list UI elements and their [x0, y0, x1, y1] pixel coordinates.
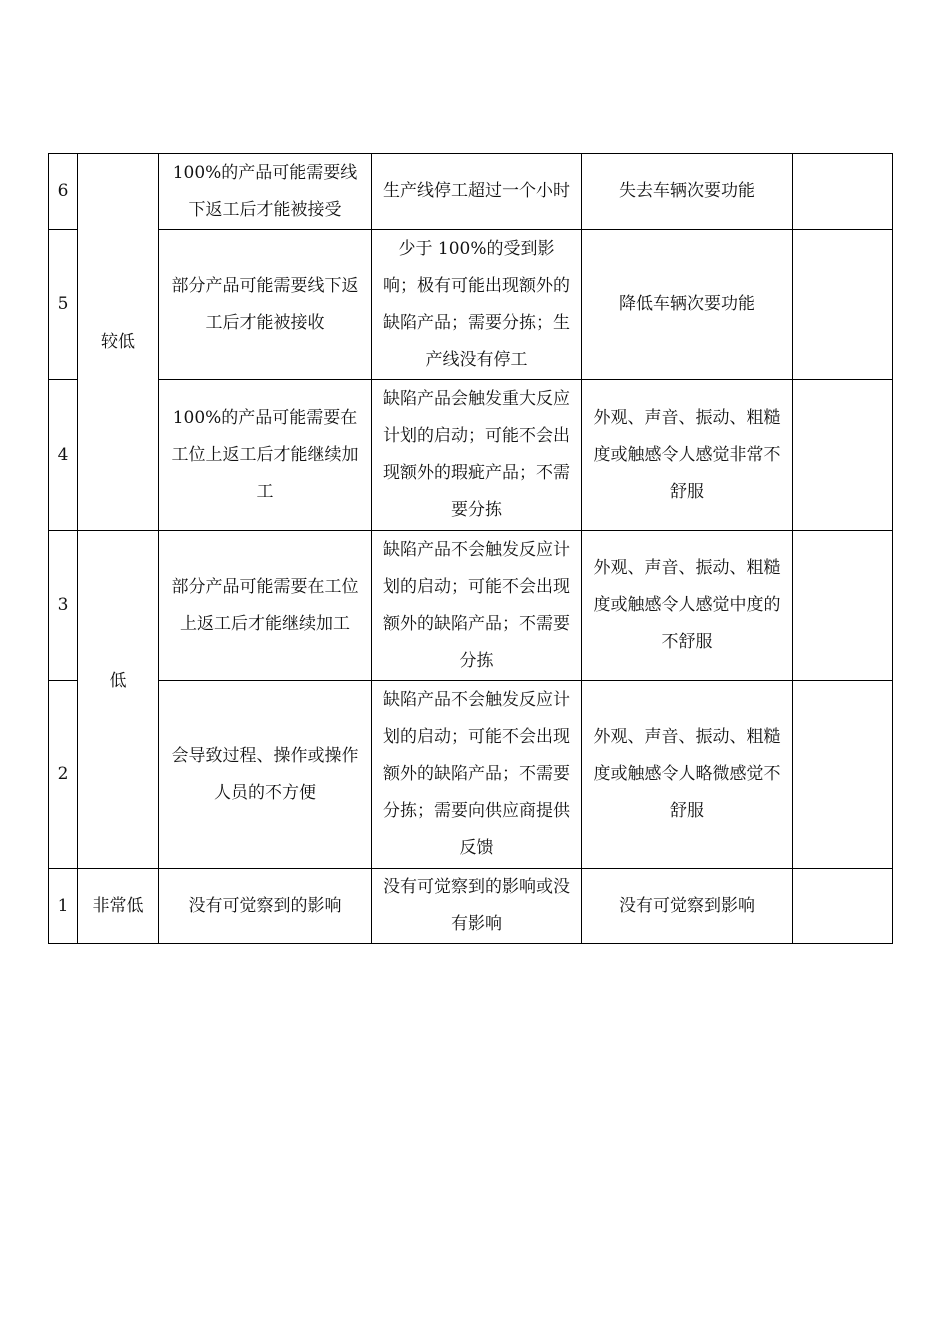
rank-cell: 2 — [49, 681, 78, 869]
process-cell: 100%的产品可能需要在工位上返工后才能继续加工 — [159, 380, 372, 531]
table-row — [49, 154, 893, 230]
line-impact-cell: 缺陷产品不会触发反应计划的启动；可能不会出现额外的缺陷产品；不需要分拣；需要向供应商提供反馈 — [372, 681, 582, 869]
severity-table — [48, 153, 893, 944]
empty-cell — [793, 380, 893, 531]
level-cell: 低 — [78, 531, 159, 869]
customer-impact-cell: 外观、声音、振动、粗糙度或触感令人感觉非常不舒服 — [582, 380, 793, 531]
process-cell: 没有可觉察到的影响 — [159, 869, 372, 944]
empty-cell — [793, 681, 893, 869]
line-impact-cell: 少于 100%的受到影响；极有可能出现额外的缺陷产品；需要分拣；生产线没有停工 — [372, 230, 582, 380]
table-row — [49, 230, 893, 380]
rank-cell: 3 — [49, 531, 78, 681]
empty-cell — [793, 531, 893, 681]
empty-cell — [793, 154, 893, 230]
line-impact-cell: 缺陷产品会触发重大反应计划的启动；可能不会出现额外的瑕疵产品；不需要分拣 — [372, 380, 582, 531]
line-impact-cell: 生产线停工超过一个小时 — [372, 154, 582, 230]
customer-impact-cell: 外观、声音、振动、粗糙度或触感令人感觉中度的不舒服 — [582, 531, 793, 681]
table-row — [49, 869, 893, 944]
table-row — [49, 681, 893, 869]
process-cell: 会导致过程、操作或操作人员的不方便 — [159, 681, 372, 869]
process-cell: 100%的产品可能需要线下返工后才能被接受 — [159, 154, 372, 230]
rank-cell: 6 — [49, 154, 78, 230]
process-cell: 部分产品可能需要线下返工后才能被接收 — [159, 230, 372, 380]
customer-impact-cell: 没有可觉察到影响 — [582, 869, 793, 944]
rank-cell: 5 — [49, 230, 78, 380]
line-impact-cell: 缺陷产品不会触发反应计划的启动；可能不会出现额外的缺陷产品；不需要分拣 — [372, 531, 582, 681]
level-cell: 较低 — [78, 154, 159, 531]
customer-impact-cell: 外观、声音、振动、粗糙度或触感令人略微感觉不舒服 — [582, 681, 793, 869]
line-impact-cell: 没有可觉察到的影响或没有影响 — [372, 869, 582, 944]
process-cell: 部分产品可能需要在工位上返工后才能继续加工 — [159, 531, 372, 681]
table-row — [49, 531, 893, 681]
rank-cell: 1 — [49, 869, 78, 944]
empty-cell — [793, 869, 893, 944]
customer-impact-cell: 失去车辆次要功能 — [582, 154, 793, 230]
table-row — [49, 380, 893, 531]
level-cell: 非常低 — [78, 869, 159, 944]
empty-cell — [793, 230, 893, 380]
customer-impact-cell: 降低车辆次要功能 — [582, 230, 793, 380]
rank-cell: 4 — [49, 380, 78, 531]
